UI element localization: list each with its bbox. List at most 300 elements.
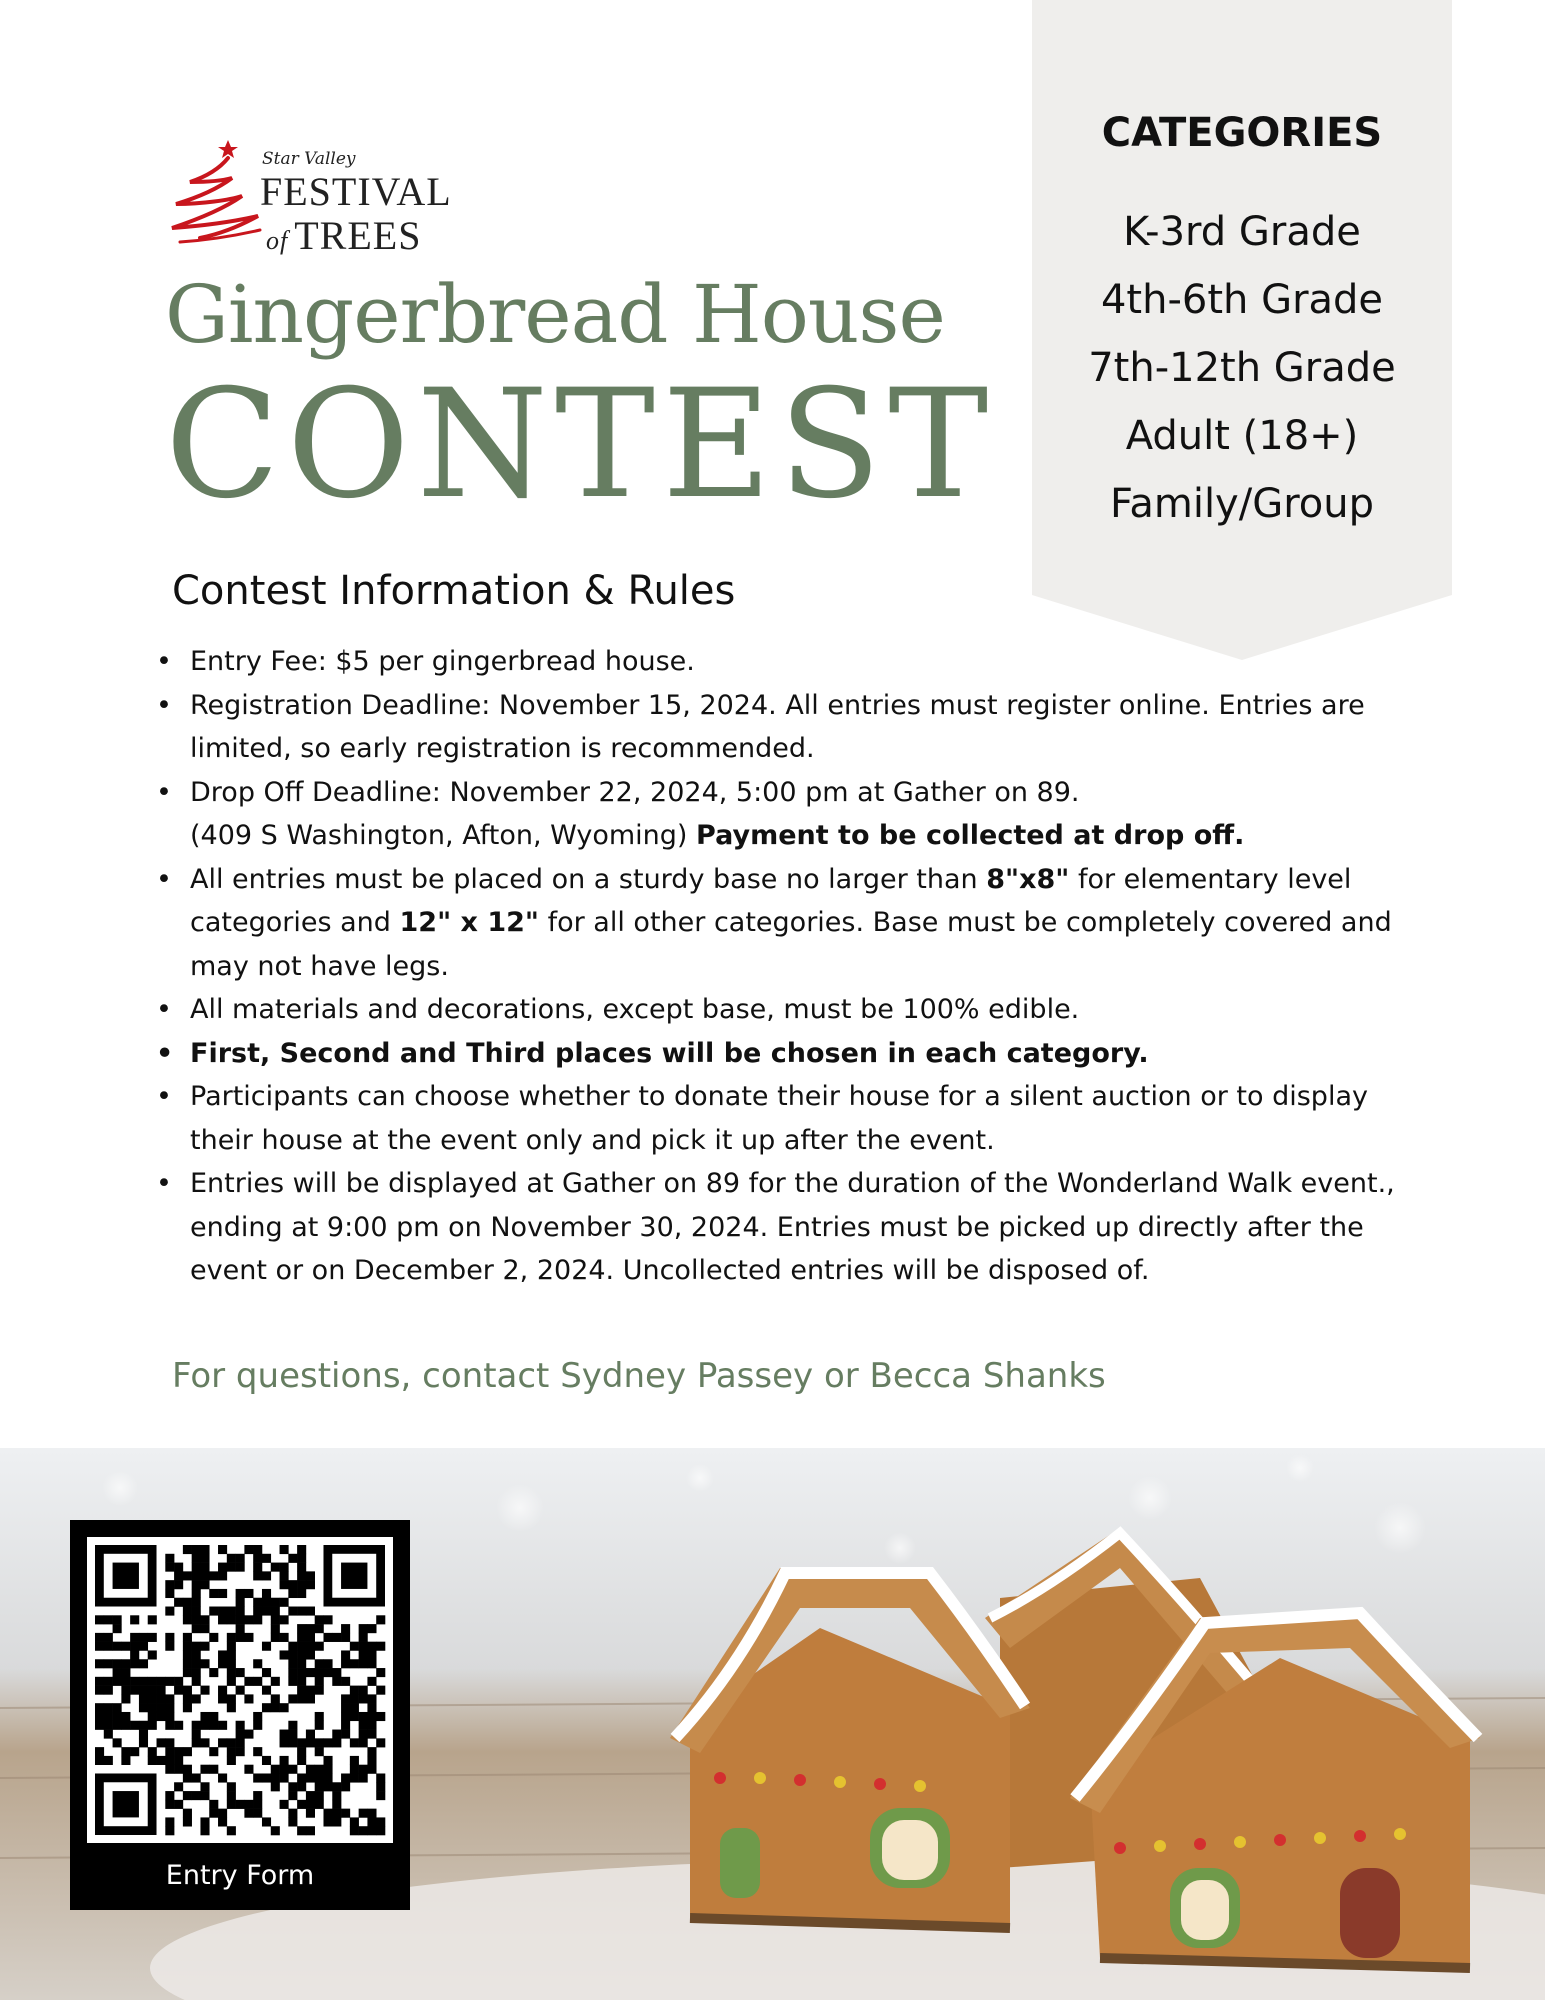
qr-module bbox=[341, 1782, 350, 1791]
qr-module bbox=[323, 1668, 332, 1677]
qr-code[interactable] bbox=[87, 1537, 393, 1843]
qr-module bbox=[130, 1615, 139, 1624]
qr-module bbox=[209, 1589, 218, 1598]
qr-module bbox=[297, 1756, 306, 1765]
qr-module bbox=[271, 1826, 280, 1835]
qr-module bbox=[174, 1598, 183, 1607]
qr-module bbox=[253, 1545, 262, 1554]
qr-module bbox=[104, 1659, 113, 1668]
qr-module bbox=[192, 1773, 201, 1782]
qr-module bbox=[271, 1765, 280, 1774]
qr-module bbox=[367, 1730, 376, 1739]
qr-module bbox=[315, 1738, 324, 1747]
qr-module bbox=[288, 1782, 297, 1791]
qr-module bbox=[297, 1686, 306, 1695]
qr-module bbox=[236, 1589, 245, 1598]
qr-module bbox=[209, 1633, 218, 1642]
qr-module bbox=[200, 1615, 209, 1624]
qr-module bbox=[253, 1721, 262, 1730]
qr-module bbox=[165, 1694, 174, 1703]
qr-module bbox=[280, 1800, 289, 1809]
bullet-icon: • bbox=[156, 776, 172, 808]
qr-module bbox=[209, 1809, 218, 1818]
qr-module bbox=[200, 1624, 209, 1633]
qr-module bbox=[192, 1580, 201, 1589]
qr-module bbox=[262, 1598, 271, 1607]
qr-module bbox=[192, 1721, 201, 1730]
qr-module bbox=[200, 1686, 209, 1695]
qr-module bbox=[165, 1738, 174, 1747]
category-item: 7th-12th Grade bbox=[1088, 345, 1396, 391]
qr-module bbox=[121, 1756, 130, 1765]
qr-module bbox=[218, 1650, 227, 1659]
qr-module bbox=[367, 1642, 376, 1651]
qr-module bbox=[95, 1686, 104, 1695]
bullet-icon: • bbox=[156, 863, 172, 895]
qr-module bbox=[200, 1563, 209, 1572]
christmas-tree-logo-icon bbox=[170, 138, 265, 258]
qr-finder-pattern bbox=[113, 1791, 139, 1817]
qr-module bbox=[121, 1712, 130, 1721]
qr-module bbox=[121, 1659, 130, 1668]
qr-module bbox=[121, 1694, 130, 1703]
qr-module bbox=[350, 1756, 359, 1765]
qr-module bbox=[113, 1615, 122, 1624]
entry-form-qr-box[interactable] bbox=[70, 1520, 410, 1910]
qr-module bbox=[271, 1624, 280, 1633]
qr-module bbox=[139, 1633, 148, 1642]
qr-module bbox=[165, 1677, 174, 1686]
qr-module bbox=[297, 1800, 306, 1809]
qr-module bbox=[280, 1730, 289, 1739]
qr-module bbox=[165, 1747, 174, 1756]
qr-module bbox=[244, 1809, 253, 1818]
qr-module bbox=[359, 1826, 368, 1835]
qr-module bbox=[121, 1721, 130, 1730]
qr-module bbox=[359, 1721, 368, 1730]
qr-finder-pattern bbox=[341, 1563, 367, 1589]
categories-heading: CATEGORIES bbox=[1101, 110, 1383, 156]
qr-module bbox=[218, 1607, 227, 1616]
qr-module bbox=[332, 1809, 341, 1818]
qr-module bbox=[280, 1633, 289, 1642]
rule-text: Participants can choose whether to donate their house for a silent auction or to display their house at the event only and pick it up after the event. bbox=[190, 1081, 1368, 1156]
qr-module bbox=[332, 1817, 341, 1826]
qr-module bbox=[113, 1703, 122, 1712]
qr-module bbox=[253, 1773, 262, 1782]
qr-module bbox=[341, 1659, 350, 1668]
qr-module bbox=[253, 1563, 262, 1572]
qr-module bbox=[306, 1686, 315, 1695]
qr-module bbox=[253, 1677, 262, 1686]
qr-module bbox=[192, 1545, 201, 1554]
qr-module bbox=[236, 1730, 245, 1739]
qr-module bbox=[95, 1703, 104, 1712]
qr-module bbox=[306, 1791, 315, 1800]
qr-module bbox=[130, 1659, 139, 1668]
qr-module bbox=[244, 1730, 253, 1739]
qr-module bbox=[288, 1694, 297, 1703]
qr-module bbox=[306, 1765, 315, 1774]
qr-module bbox=[165, 1703, 174, 1712]
qr-module bbox=[280, 1580, 289, 1589]
qr-module bbox=[315, 1659, 324, 1668]
qr-module bbox=[306, 1738, 315, 1747]
qr-module bbox=[165, 1607, 174, 1616]
qr-module bbox=[104, 1633, 113, 1642]
qr-module bbox=[262, 1686, 271, 1695]
qr-module bbox=[209, 1800, 218, 1809]
qr-module bbox=[359, 1686, 368, 1695]
rule-text: Drop Off Deadline: November 22, 2024, 5:00 pm at Gather on 89. bbox=[190, 776, 1080, 808]
qr-module bbox=[253, 1554, 262, 1563]
qr-module bbox=[227, 1703, 236, 1712]
qr-module bbox=[113, 1659, 122, 1668]
qr-module bbox=[183, 1747, 192, 1756]
qr-module bbox=[218, 1694, 227, 1703]
rule-item bbox=[152, 1032, 1432, 1076]
qr-module bbox=[288, 1668, 297, 1677]
qr-module bbox=[183, 1791, 192, 1800]
qr-module bbox=[280, 1650, 289, 1659]
qr-module bbox=[297, 1589, 306, 1598]
qr-module bbox=[315, 1677, 324, 1686]
qr-module bbox=[183, 1703, 192, 1712]
qr-module bbox=[130, 1642, 139, 1651]
rule-item bbox=[152, 684, 1432, 771]
qr-module bbox=[227, 1747, 236, 1756]
qr-module bbox=[341, 1773, 350, 1782]
qr-module bbox=[104, 1686, 113, 1695]
qr-module bbox=[271, 1677, 280, 1686]
qr-module bbox=[227, 1800, 236, 1809]
categories-list bbox=[1032, 198, 1452, 538]
qr-module bbox=[227, 1554, 236, 1563]
qr-module bbox=[271, 1633, 280, 1642]
qr-module bbox=[236, 1633, 245, 1642]
qr-module bbox=[306, 1624, 315, 1633]
qr-module bbox=[236, 1554, 245, 1563]
qr-module bbox=[148, 1703, 157, 1712]
qr-module bbox=[332, 1738, 341, 1747]
qr-module bbox=[174, 1580, 183, 1589]
qr-module bbox=[288, 1650, 297, 1659]
qr-module bbox=[192, 1668, 201, 1677]
qr-module bbox=[165, 1791, 174, 1800]
qr-module bbox=[183, 1686, 192, 1695]
qr-module bbox=[323, 1659, 332, 1668]
qr-module bbox=[200, 1659, 209, 1668]
qr-module bbox=[183, 1615, 192, 1624]
qr-module bbox=[288, 1580, 297, 1589]
qr-module bbox=[192, 1659, 201, 1668]
qr-module bbox=[104, 1615, 113, 1624]
qr-module bbox=[271, 1703, 280, 1712]
qr-module bbox=[121, 1677, 130, 1686]
qr-module bbox=[280, 1738, 289, 1747]
qr-module bbox=[297, 1659, 306, 1668]
qr-module bbox=[139, 1730, 148, 1739]
logo-festival-text: FESTIVAL bbox=[260, 169, 452, 214]
rule-text: First, Second and Third places will be chosen in each category. bbox=[190, 1037, 1149, 1069]
qr-module bbox=[341, 1633, 350, 1642]
qr-module bbox=[236, 1668, 245, 1677]
page-title-line1: Gingerbread House bbox=[165, 268, 945, 361]
qr-module bbox=[367, 1809, 376, 1818]
qr-module bbox=[280, 1703, 289, 1712]
qr-module bbox=[200, 1817, 209, 1826]
qr-module bbox=[271, 1615, 280, 1624]
qr-module bbox=[367, 1817, 376, 1826]
qr-module bbox=[315, 1773, 324, 1782]
qr-module bbox=[209, 1712, 218, 1721]
qr-module bbox=[332, 1782, 341, 1791]
qr-module bbox=[113, 1712, 122, 1721]
qr-module bbox=[227, 1659, 236, 1668]
qr-module bbox=[262, 1589, 271, 1598]
qr-module bbox=[209, 1571, 218, 1580]
qr-module bbox=[148, 1633, 157, 1642]
qr-module bbox=[367, 1756, 376, 1765]
qr-module bbox=[130, 1747, 139, 1756]
qr-module bbox=[130, 1633, 139, 1642]
qr-module bbox=[148, 1721, 157, 1730]
qr-module bbox=[113, 1738, 122, 1747]
qr-module bbox=[174, 1747, 183, 1756]
bullet-icon: • bbox=[156, 689, 172, 721]
qr-module bbox=[95, 1721, 104, 1730]
qr-module bbox=[95, 1747, 104, 1756]
qr-module bbox=[359, 1624, 368, 1633]
qr-module bbox=[121, 1686, 130, 1695]
rule-item bbox=[152, 1162, 1432, 1293]
qr-module bbox=[244, 1589, 253, 1598]
rule-bold-size: 8"x8" bbox=[986, 863, 1070, 895]
rule-bold-size: 12" x 12" bbox=[399, 907, 539, 938]
qr-module bbox=[280, 1615, 289, 1624]
qr-module bbox=[192, 1677, 201, 1686]
qr-module bbox=[192, 1563, 201, 1572]
qr-module bbox=[315, 1686, 324, 1695]
rule-text: All materials and decorations, except base, must be 100% edible. bbox=[190, 994, 1080, 1025]
qr-module bbox=[350, 1817, 359, 1826]
qr-module bbox=[315, 1642, 324, 1651]
qr-module bbox=[253, 1659, 262, 1668]
qr-module bbox=[165, 1580, 174, 1589]
qr-module bbox=[350, 1826, 359, 1835]
qr-module bbox=[323, 1817, 332, 1826]
qr-module bbox=[200, 1826, 209, 1835]
qr-module bbox=[367, 1703, 376, 1712]
qr-module bbox=[244, 1800, 253, 1809]
qr-module bbox=[113, 1668, 122, 1677]
category-item: Adult (18+) bbox=[1125, 413, 1359, 459]
rules-heading: Contest Information & Rules bbox=[172, 568, 736, 614]
qr-module bbox=[139, 1642, 148, 1651]
qr-module bbox=[367, 1712, 376, 1721]
qr-module bbox=[183, 1633, 192, 1642]
qr-module bbox=[350, 1659, 359, 1668]
qr-module bbox=[262, 1607, 271, 1616]
qr-module bbox=[236, 1747, 245, 1756]
qr-module bbox=[315, 1624, 324, 1633]
rule-item bbox=[152, 640, 1432, 684]
rule-bold-text: Payment to be collected at drop off. bbox=[696, 820, 1245, 851]
qr-module bbox=[218, 1773, 227, 1782]
qr-module bbox=[306, 1633, 315, 1642]
qr-module bbox=[271, 1773, 280, 1782]
qr-module bbox=[306, 1607, 315, 1616]
qr-module bbox=[95, 1642, 104, 1651]
qr-module bbox=[244, 1677, 253, 1686]
qr-module bbox=[209, 1765, 218, 1774]
qr-module bbox=[192, 1589, 201, 1598]
rule-text: Entries will be displayed at Gather on 89 for the duration of the Wonderland Walk event., ending at 9:00 pm on November 30, 2024. Entries must be picked up directly after the event or on December 2, 2024. Uncollected entries will be disposed of. bbox=[190, 1168, 1395, 1286]
qr-module bbox=[174, 1765, 183, 1774]
rule-item bbox=[152, 858, 1432, 989]
bullet-icon: • bbox=[156, 994, 172, 1025]
qr-module bbox=[367, 1747, 376, 1756]
qr-module bbox=[306, 1571, 315, 1580]
qr-module bbox=[183, 1694, 192, 1703]
qr-module bbox=[341, 1809, 350, 1818]
qr-module bbox=[218, 1721, 227, 1730]
rule-text: for elementary level categories and bbox=[190, 863, 1352, 938]
qr-module bbox=[104, 1712, 113, 1721]
qr-module bbox=[148, 1615, 157, 1624]
qr-module bbox=[236, 1615, 245, 1624]
qr-module bbox=[297, 1826, 306, 1835]
qr-module bbox=[200, 1791, 209, 1800]
qr-module bbox=[183, 1607, 192, 1616]
qr-module bbox=[139, 1721, 148, 1730]
qr-module bbox=[227, 1826, 236, 1835]
qr-module bbox=[157, 1756, 166, 1765]
qr-module bbox=[376, 1668, 385, 1677]
qr-module bbox=[262, 1773, 271, 1782]
qr-module bbox=[306, 1800, 315, 1809]
qr-module bbox=[244, 1765, 253, 1774]
qr-module bbox=[192, 1694, 201, 1703]
qr-module bbox=[280, 1756, 289, 1765]
qr-module bbox=[200, 1738, 209, 1747]
qr-module bbox=[262, 1756, 271, 1765]
qr-module bbox=[165, 1817, 174, 1826]
qr-module bbox=[157, 1703, 166, 1712]
qr-module bbox=[315, 1712, 324, 1721]
qr-module bbox=[253, 1615, 262, 1624]
qr-module bbox=[192, 1598, 201, 1607]
qr-module bbox=[174, 1563, 183, 1572]
qr-module bbox=[359, 1633, 368, 1642]
qr-module bbox=[332, 1677, 341, 1686]
qr-module bbox=[209, 1747, 218, 1756]
qr-module bbox=[200, 1545, 209, 1554]
bullet-icon: • bbox=[156, 646, 172, 677]
qr-module bbox=[376, 1773, 385, 1782]
qr-module bbox=[306, 1809, 315, 1818]
qr-module bbox=[253, 1747, 262, 1756]
qr-module bbox=[350, 1765, 359, 1774]
qr-module bbox=[218, 1589, 227, 1598]
qr-module bbox=[113, 1677, 122, 1686]
qr-module bbox=[350, 1712, 359, 1721]
qr-module bbox=[148, 1747, 157, 1756]
qr-module bbox=[183, 1571, 192, 1580]
qr-code-icon bbox=[87, 1537, 393, 1843]
qr-module bbox=[315, 1615, 324, 1624]
qr-module bbox=[288, 1589, 297, 1598]
qr-module bbox=[315, 1747, 324, 1756]
qr-module bbox=[95, 1633, 104, 1642]
qr-module bbox=[359, 1659, 368, 1668]
qr-module bbox=[367, 1765, 376, 1774]
rule-address-text: (409 S Washington, Afton, Wyoming) bbox=[190, 820, 688, 851]
qr-module bbox=[183, 1642, 192, 1651]
qr-module bbox=[280, 1545, 289, 1554]
qr-module bbox=[297, 1571, 306, 1580]
logo-trees-text: TREES bbox=[294, 213, 422, 258]
qr-module bbox=[262, 1703, 271, 1712]
logo-trees-line bbox=[266, 212, 421, 259]
qr-module bbox=[165, 1721, 174, 1730]
qr-module bbox=[165, 1800, 174, 1809]
qr-module bbox=[271, 1782, 280, 1791]
qr-module bbox=[323, 1756, 332, 1765]
qr-module bbox=[297, 1554, 306, 1563]
qr-module bbox=[297, 1738, 306, 1747]
qr-module bbox=[297, 1633, 306, 1642]
qr-module bbox=[359, 1642, 368, 1651]
qr-module bbox=[323, 1765, 332, 1774]
qr-module bbox=[341, 1694, 350, 1703]
qr-module bbox=[332, 1800, 341, 1809]
qr-module bbox=[350, 1686, 359, 1695]
qr-module bbox=[280, 1563, 289, 1572]
qr-module bbox=[350, 1694, 359, 1703]
rule-text: Entry Fee: $5 per gingerbread house. bbox=[190, 646, 695, 677]
qr-module bbox=[359, 1712, 368, 1721]
qr-module bbox=[367, 1677, 376, 1686]
qr-module bbox=[280, 1765, 289, 1774]
category-item: Family/Group bbox=[1110, 481, 1374, 527]
qr-module bbox=[262, 1668, 271, 1677]
qr-module bbox=[323, 1782, 332, 1791]
qr-module bbox=[165, 1765, 174, 1774]
qr-module bbox=[95, 1712, 104, 1721]
qr-module bbox=[192, 1730, 201, 1739]
qr-module bbox=[288, 1730, 297, 1739]
qr-module bbox=[209, 1668, 218, 1677]
qr-module bbox=[209, 1607, 218, 1616]
qr-module bbox=[148, 1712, 157, 1721]
qr-module bbox=[218, 1686, 227, 1695]
qr-module bbox=[165, 1554, 174, 1563]
qr-module bbox=[253, 1712, 262, 1721]
qr-module bbox=[367, 1624, 376, 1633]
qr-module bbox=[323, 1809, 332, 1818]
qr-module bbox=[253, 1571, 262, 1580]
qr-module bbox=[200, 1765, 209, 1774]
qr-module bbox=[174, 1800, 183, 1809]
qr-module bbox=[244, 1545, 253, 1554]
qr-module bbox=[332, 1633, 341, 1642]
qr-module bbox=[165, 1589, 174, 1598]
qr-module bbox=[288, 1607, 297, 1616]
qr-module bbox=[253, 1598, 262, 1607]
qr-module bbox=[218, 1817, 227, 1826]
qr-module bbox=[192, 1791, 201, 1800]
